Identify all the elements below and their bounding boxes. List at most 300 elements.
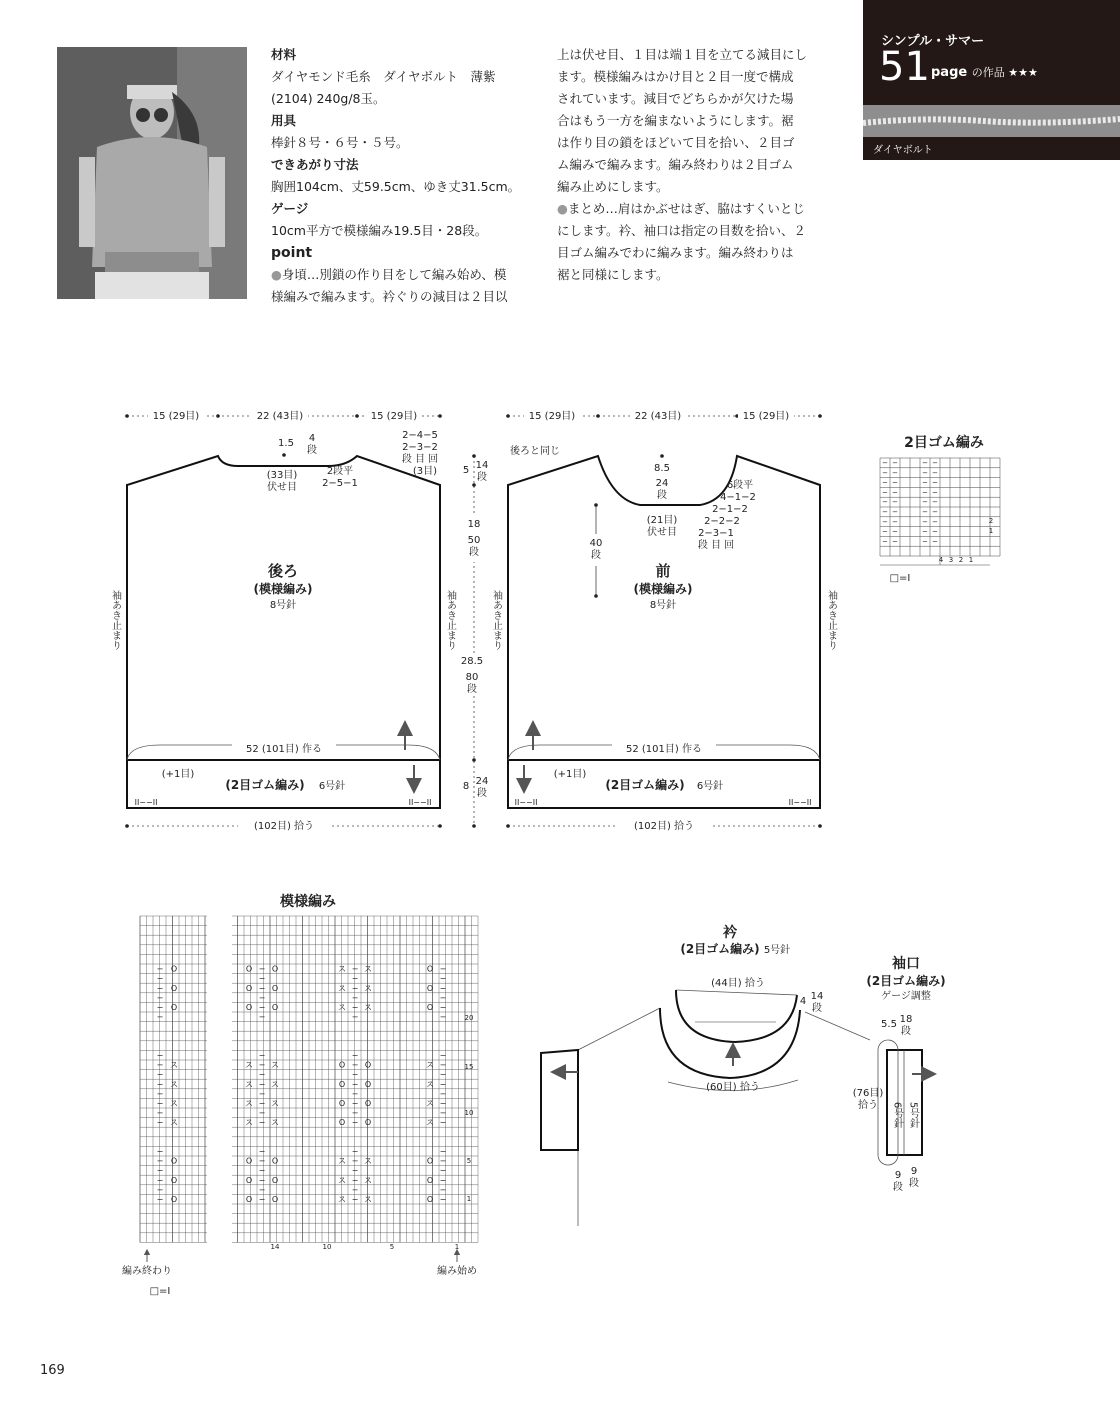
stitch-symbol: −	[351, 1108, 359, 1118]
point-line-8: ム編みで編みます。編み終わりは２目ゴム	[557, 157, 794, 172]
stitch-symbol: −	[156, 1089, 164, 1099]
yarn-name: ダイヤボルト	[873, 145, 933, 156]
stitch-symbol: −	[156, 1108, 164, 1118]
cuff-rows: 18	[899, 1014, 913, 1025]
back-piece	[108, 409, 457, 832]
stitch-symbol: ス	[338, 1195, 346, 1204]
back-width-right: 15 (29目)	[370, 411, 418, 422]
stitch-symbol: −	[258, 1060, 266, 1070]
vert-5: 5	[462, 465, 470, 476]
cuff-rows-a: 9	[894, 1170, 902, 1181]
stitch-symbol: ス	[245, 1118, 253, 1128]
cuff-title: 袖口	[892, 956, 920, 972]
stitch-symbol: −	[882, 478, 888, 487]
cuff-needle-5: 5号針	[907, 1101, 919, 1129]
collar-needle: 5号針	[763, 945, 791, 956]
back-subtitle: (模様編み)	[253, 582, 313, 596]
stitch-symbol: −	[892, 478, 898, 487]
front-title: 前	[655, 562, 671, 580]
stitch-symbol: O	[271, 1175, 279, 1185]
collar-pick-44: (44目) 拾う	[711, 978, 765, 989]
back-rib: (2目ゴム編み)	[225, 778, 305, 792]
front-rib: (2目ゴム編み)	[605, 778, 685, 792]
stitch-symbol: −	[258, 1185, 266, 1195]
point-line-3: 上は伏せ目、１目は端１目を立てる減目にし	[557, 47, 808, 62]
stitch-symbol: −	[439, 993, 447, 1003]
stitch-symbol: −	[351, 993, 359, 1003]
stitch-symbol: −	[439, 1147, 447, 1156]
back-shoulder-1: 2−4−5	[402, 430, 438, 441]
stitch-symbol: O	[170, 1195, 178, 1204]
stitch-symbol: O	[426, 1156, 434, 1166]
vert-18: 18	[467, 519, 481, 530]
point-line-6: 合はもう一方を編まないようにします。裾	[557, 113, 794, 128]
back-rib-mark-right: II−−II	[408, 798, 432, 807]
stitch-symbol: −	[882, 468, 888, 477]
stitch-symbol: O	[245, 964, 253, 974]
stitch-symbol: O	[338, 1118, 346, 1128]
cuff-rows-unit: 段	[901, 1026, 911, 1037]
stitch-symbol: O	[271, 1195, 279, 1204]
stitch-symbol: −	[156, 1118, 164, 1128]
stitch-symbol: −	[922, 478, 928, 487]
stitch-symbol: O	[245, 1003, 253, 1012]
back-title: 後ろ	[267, 562, 299, 580]
stitch-symbol: −	[351, 1012, 359, 1022]
stitch-symbol: ス	[338, 983, 346, 993]
back-width-mid: 22 (43目)	[256, 411, 304, 422]
stitch-symbol: −	[439, 1051, 447, 1060]
stitch-symbol: O	[170, 983, 178, 993]
stitch-symbol: −	[932, 459, 938, 467]
stitch-symbol: −	[439, 1185, 447, 1195]
stitch-symbol: ス	[271, 1079, 279, 1089]
stitch-symbol: ス	[338, 1156, 346, 1166]
tools-title: 用具	[271, 113, 297, 128]
stitch-symbol: −	[156, 1147, 164, 1156]
stitch-symbol: O	[245, 1156, 253, 1166]
pattern-row-15: 15	[464, 1063, 474, 1071]
stitch-symbol: −	[439, 1175, 447, 1185]
stitch-symbol: −	[156, 1185, 164, 1195]
pattern-end-label: 編み終わり	[122, 1266, 172, 1277]
vert-8: 8	[462, 781, 470, 792]
front-neck-depth: 8.5	[654, 463, 670, 474]
stitch-symbol: −	[439, 1012, 447, 1022]
size-title: できあがり寸法	[271, 157, 359, 172]
bullet-icon: ●	[557, 201, 568, 216]
front-neck-bindoff: (21目)	[646, 515, 678, 526]
stitch-symbol: −	[932, 527, 938, 536]
stitch-symbol: −	[156, 1070, 164, 1080]
materials-line-2: (2104) 240g/8玉。	[271, 91, 386, 106]
stitch-symbol: O	[170, 1003, 178, 1012]
stitch-symbol: ス	[170, 1118, 178, 1128]
stitch-symbol: −	[932, 478, 938, 487]
back-shoulder-2: 2−3−2	[402, 442, 438, 453]
stitch-symbol: −	[351, 1118, 359, 1128]
stitch-symbol: O	[426, 1195, 434, 1204]
gauge-title: ゲージ	[271, 201, 309, 216]
pattern-col-14: 14	[270, 1243, 280, 1251]
back-rib-mark-left: II−−II	[134, 798, 158, 807]
stitch-symbol: ス	[364, 1175, 372, 1185]
rib-chart-grid	[880, 458, 1000, 565]
front-width-left: 15 (29目)	[528, 411, 576, 422]
collar-rows: 14	[810, 991, 824, 1002]
back-neck-bindoff-label: 伏せ目	[267, 482, 297, 493]
front-cast-on: 52 (101目) 作る	[626, 744, 702, 755]
back-armhole-right: 袖あき止まり	[444, 590, 456, 650]
stitch-symbol: −	[439, 983, 447, 993]
back-pickup: (102目) 拾う	[253, 821, 315, 832]
stitch-symbol: ス	[364, 1003, 372, 1012]
stitch-symbol: −	[156, 1195, 164, 1204]
stitch-symbol: −	[892, 508, 898, 516]
stitch-symbol: −	[882, 517, 888, 526]
back-neck-dec: 2−5−1	[322, 478, 358, 489]
back-neck-rows: 4	[308, 433, 316, 444]
stitch-symbol: O	[426, 964, 434, 974]
stitch-symbol: O	[426, 983, 434, 993]
stitch-symbol: −	[892, 517, 898, 526]
stitch-symbol: −	[439, 1166, 447, 1176]
point-line-4: ます。模様編みはかけ目と２目一度で構成	[557, 69, 794, 84]
cuff-subtitle: (2目ゴム編み)	[866, 974, 946, 988]
vert-28-5: 28.5	[460, 656, 484, 667]
stitch-symbol: ス	[245, 1099, 253, 1108]
back-rib-needle: 6号針	[318, 781, 346, 792]
front-needle: 8号針	[649, 600, 677, 611]
stitch-symbol: −	[439, 1060, 447, 1070]
front-subtitle: (模様編み)	[633, 582, 693, 596]
stitch-symbol: −	[258, 964, 266, 974]
stitch-symbol: −	[439, 1118, 447, 1128]
back-shoulder-4: (3目)	[412, 466, 438, 477]
vert-8-unit: 段	[477, 788, 487, 799]
front-dec-3: 2−1−2	[712, 504, 748, 515]
stitch-symbol: −	[439, 1003, 447, 1012]
point-line-1: 身頃…別鎖の作り目をして編み始め、模	[281, 267, 507, 282]
stitch-symbol: O	[271, 1156, 279, 1166]
pattern-col-10: 10	[322, 1243, 332, 1251]
stitch-symbol: −	[156, 964, 164, 974]
front-same-as-back: 後ろと同じ	[510, 446, 560, 457]
front-neck-rows: 24	[655, 478, 669, 489]
stitch-symbol: −	[351, 1070, 359, 1080]
back-cast-on: 52 (101目) 作る	[246, 744, 322, 755]
stitch-symbol: −	[258, 1079, 266, 1089]
front-plus-one: (+1目)	[553, 769, 587, 780]
stitch-symbol: ス	[170, 1099, 178, 1108]
cuff-note: ゲージ調整	[881, 991, 931, 1002]
cuff-rows-a-unit: 段	[893, 1182, 903, 1193]
front-rib-mark-right: II−−II	[788, 798, 812, 807]
stitch-symbol: −	[258, 983, 266, 993]
collar-title: 衿	[723, 925, 737, 941]
vert-5-rows: 14	[475, 460, 489, 471]
gauge-text: 10cm平方で模様編み19.5目・28段。	[271, 223, 488, 238]
stitch-symbol: −	[156, 1060, 164, 1070]
stitch-symbol: −	[922, 498, 928, 507]
stitch-symbol: −	[892, 537, 898, 546]
finish-line-2: にします。衿、袖口は指定の目数を拾い、２	[557, 223, 807, 238]
front-dec-5: 2−3−1	[698, 528, 734, 539]
stitch-symbol: −	[922, 537, 928, 546]
stitch-symbol: −	[922, 517, 928, 526]
stitch-symbol: −	[258, 974, 266, 984]
bullet-icon: ●	[271, 267, 282, 282]
back-needle: 8号針	[269, 600, 297, 611]
stitch-symbol: −	[258, 1156, 266, 1166]
stitch-symbol: ス	[170, 1060, 178, 1070]
front-dec-2: 4−1−2	[720, 492, 756, 503]
stitch-symbol: −	[351, 1166, 359, 1176]
stitch-symbol: −	[351, 1147, 359, 1156]
stitch-symbol: −	[882, 508, 888, 516]
stitch-symbol: O	[364, 1099, 372, 1108]
stitch-symbol: −	[922, 468, 928, 477]
back-neck-bindoff: (33目)	[266, 470, 298, 481]
stitch-symbol: −	[258, 1070, 266, 1080]
stitch-symbol: −	[439, 964, 447, 974]
stitch-symbol: −	[351, 1060, 359, 1070]
size-text: 胸囲104cm、丈59.5cm、ゆき丈31.5cm。	[271, 179, 521, 194]
stitch-symbol: −	[892, 488, 898, 497]
pattern-row-20: 20	[464, 1014, 474, 1022]
rib-col-2: 2	[958, 556, 964, 564]
stitch-symbol: −	[439, 1089, 447, 1099]
stitch-symbol: −	[439, 1079, 447, 1089]
page-number: 169	[40, 1363, 65, 1378]
stitch-symbol: O	[170, 1156, 178, 1166]
cuff-needle-6: 6号針	[891, 1101, 903, 1129]
stitch-symbol: −	[932, 498, 938, 507]
stitch-symbol: −	[156, 1003, 164, 1012]
front-side-rows-unit: 段	[591, 550, 601, 561]
pattern-legend: □=Ⅰ	[149, 1286, 171, 1297]
materials-line-1: ダイヤモンド毛糸 ダイヤボルト 薄紫	[271, 69, 496, 84]
vert-28-5-unit: 段	[467, 684, 477, 695]
stitch-symbol: −	[892, 468, 898, 477]
page-label: page	[931, 65, 968, 80]
cuff-rows-b: 9	[910, 1166, 918, 1177]
stitch-symbol: O	[245, 1175, 253, 1185]
stitch-symbol: −	[258, 993, 266, 1003]
stitch-symbol: −	[258, 1147, 266, 1156]
tools-text: 棒針８号・６号・５号。	[271, 135, 409, 150]
stitch-symbol: −	[156, 1156, 164, 1166]
stitch-symbol: O	[364, 1060, 372, 1070]
pattern-col-5: 5	[389, 1243, 395, 1251]
stitch-symbol: −	[351, 1003, 359, 1012]
rib-row-2: 2	[988, 517, 994, 525]
front-dec-4: 2−2−2	[704, 516, 740, 527]
stitch-symbol: O	[271, 983, 279, 993]
stitch-symbol: ス	[426, 1060, 434, 1070]
stitch-symbol: ス	[338, 1175, 346, 1185]
point-line-2: 様編みで編みます。衿ぐりの減目は２目以	[271, 289, 508, 304]
stitch-symbol: −	[351, 1185, 359, 1195]
vert-28-5-rows: 80	[465, 672, 479, 683]
stitch-symbol: O	[364, 1079, 372, 1089]
back-neck-rows-unit: 段	[307, 445, 317, 456]
stitch-symbol: O	[170, 964, 178, 974]
stitch-symbol: O	[245, 1195, 253, 1204]
stitch-symbol: −	[922, 508, 928, 516]
vert-8-rows: 24	[475, 776, 489, 787]
stitch-symbol: −	[351, 983, 359, 993]
front-dec-1: 6段平	[726, 480, 754, 491]
back-armhole-left: 袖あき止まり	[109, 590, 121, 650]
vert-18-rows: 50	[467, 535, 481, 546]
cuff-diagram	[853, 956, 946, 1193]
stitch-symbol: O	[338, 1079, 346, 1089]
stitch-symbol: ス	[170, 1079, 178, 1089]
finish-line-3: 目ゴム編みでわに編みます。編み終わりは	[557, 245, 794, 260]
stitch-symbol: −	[439, 1156, 447, 1166]
pattern-number: 51	[879, 44, 930, 90]
front-rib-needle: 6号針	[696, 781, 724, 792]
stitch-symbol: −	[351, 1089, 359, 1099]
stitch-symbol: ス	[426, 1079, 434, 1089]
stitch-symbol: O	[245, 983, 253, 993]
back-plus-one: (+1目)	[161, 769, 195, 780]
stitch-symbol: −	[932, 517, 938, 526]
front-dec-6: 段 目 回	[697, 540, 735, 551]
rib-legend: □=Ⅰ	[889, 573, 911, 584]
rib-chart-title: 2目ゴム編み	[904, 435, 984, 451]
pattern-col-1: 1	[454, 1243, 460, 1251]
point-title: point	[271, 245, 313, 261]
front-armhole-left: 袖あき止まり	[490, 590, 502, 650]
pattern-chart-symbols	[157, 965, 447, 1204]
stitch-symbol: −	[258, 1108, 266, 1118]
stitch-symbol: ス	[426, 1118, 434, 1128]
stitch-symbol: O	[426, 1175, 434, 1185]
stitch-symbol: −	[258, 1175, 266, 1185]
vert-5-unit: 段	[477, 472, 487, 483]
cuff-height: 5.5	[881, 1019, 897, 1030]
stitch-symbol: O	[271, 1003, 279, 1012]
finish-line-4: 裾と同様にします。	[557, 267, 669, 282]
stitch-symbol: O	[338, 1099, 346, 1108]
pattern-row-1: 1	[466, 1195, 472, 1203]
stitch-symbol: −	[892, 498, 898, 507]
back-neck-flat: 2段平	[326, 466, 354, 477]
stitch-symbol: O	[338, 1060, 346, 1070]
stitch-symbol: −	[351, 1051, 359, 1060]
point-line-7: は作り目の鎖をほどいて目を拾い、２目ゴ	[557, 135, 795, 150]
stitch-symbol: ス	[271, 1118, 279, 1128]
collar-diagram	[541, 924, 870, 1226]
stitch-symbol: −	[156, 1175, 164, 1185]
stitch-symbol: ス	[364, 983, 372, 993]
stitch-symbol: −	[922, 488, 928, 497]
rib-col-4: 4	[938, 556, 944, 564]
stitch-symbol: −	[882, 488, 888, 497]
stitch-symbol: −	[156, 993, 164, 1003]
point-line-5: されています。減目でどちらかが欠けた場	[557, 91, 794, 106]
stitch-symbol: −	[156, 1012, 164, 1022]
stitch-symbol: −	[892, 459, 898, 467]
stitch-symbol: −	[932, 508, 938, 516]
stitch-symbol: ス	[245, 1079, 253, 1089]
front-side-rows: 40	[589, 538, 603, 549]
collar-pick-60: (60目) 拾う	[706, 1082, 760, 1093]
pattern-row-10: 10	[464, 1109, 474, 1117]
vert-18-unit: 段	[469, 547, 479, 558]
stitch-symbol: ス	[271, 1060, 279, 1070]
front-rib-mark-left: II−−II	[514, 798, 538, 807]
stitch-symbol: O	[426, 1003, 434, 1012]
rib-col-3: 3	[948, 556, 954, 564]
pattern-row-5: 5	[466, 1157, 472, 1165]
stitch-symbol: ス	[364, 964, 372, 974]
stitch-symbol: −	[882, 527, 888, 536]
stitch-symbol: O	[364, 1118, 372, 1128]
cuff-pick-76-label: 拾う	[858, 1100, 878, 1111]
stitch-symbol: −	[351, 974, 359, 984]
stitch-symbol: −	[932, 537, 938, 546]
stitch-symbol: −	[258, 1089, 266, 1099]
front-width-right: 15 (29目)	[742, 411, 790, 422]
stitch-symbol: −	[258, 1003, 266, 1012]
stitch-symbol: −	[258, 1118, 266, 1128]
stitch-symbol: −	[922, 459, 928, 467]
rib-chart	[880, 434, 1000, 584]
stitch-symbol: −	[351, 1099, 359, 1108]
front-neck-rows-unit: 段	[657, 490, 667, 501]
stitch-symbol: −	[351, 1156, 359, 1166]
stitch-symbol: −	[156, 983, 164, 993]
stitch-symbol: −	[439, 974, 447, 984]
stitch-symbol: ス	[271, 1099, 279, 1108]
stitch-symbol: ス	[364, 1156, 372, 1166]
finish-line-1: まとめ…肩はかぶせはぎ、脇はすくいとじ	[567, 201, 805, 216]
stitch-symbol: −	[439, 1195, 447, 1204]
stitch-symbol: −	[258, 1195, 266, 1204]
collar-rows-unit: 段	[812, 1003, 822, 1014]
stitch-symbol: −	[882, 498, 888, 507]
stitch-symbol: −	[932, 468, 938, 477]
front-piece	[489, 409, 838, 832]
stitch-symbol: ス	[245, 1060, 253, 1070]
collar-subtitle: (2目ゴム編み)	[680, 942, 760, 956]
stitch-symbol: −	[351, 1079, 359, 1089]
stitch-symbol: −	[351, 964, 359, 974]
materials-title: 材料	[271, 47, 297, 62]
stitch-symbol: −	[156, 1051, 164, 1060]
stitch-symbol: O	[170, 1175, 178, 1185]
stitch-symbol: −	[156, 974, 164, 984]
stitch-symbol: −	[882, 459, 888, 467]
front-width-mid: 22 (43目)	[634, 411, 682, 422]
stitch-symbol: −	[258, 1012, 266, 1022]
stitch-symbol: −	[882, 537, 888, 546]
stitch-symbol: −	[439, 1070, 447, 1080]
pattern-chart	[122, 893, 478, 1297]
stitch-symbol: −	[932, 488, 938, 497]
pattern-start-label: 編み始め	[437, 1266, 477, 1277]
pattern-chart-title: 模様編み	[280, 894, 336, 910]
stitch-symbol: −	[439, 1099, 447, 1108]
stitch-symbol: −	[258, 1166, 266, 1176]
stitch-symbol: ス	[426, 1099, 434, 1108]
front-pickup: (102目) 拾う	[633, 821, 695, 832]
rib-col-1: 1	[968, 556, 974, 564]
stitch-symbol: ス	[338, 964, 346, 974]
